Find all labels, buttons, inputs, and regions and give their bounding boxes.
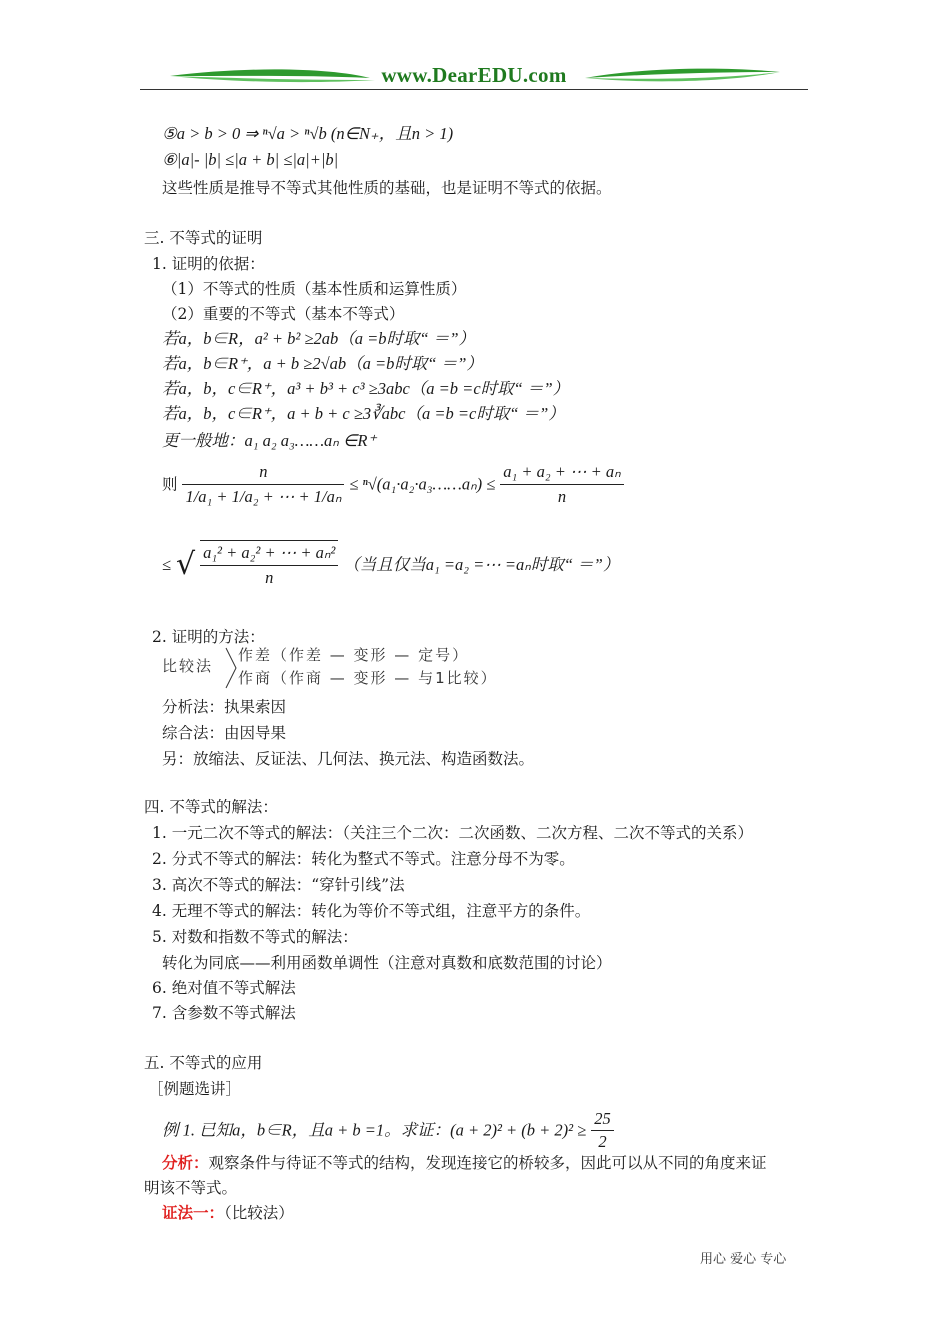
then-label: 则 (162, 475, 178, 494)
analysis-paragraph-cont: 明该不等式。 (144, 1179, 238, 1197)
proof-label: 证法一： (162, 1203, 225, 1222)
comparison-difference: 作差（作差 — 变形 — 定号） (238, 646, 470, 664)
examples-heading: ［例题选讲］ (148, 1080, 242, 1098)
mean-inequality-row-1 (162, 460, 624, 509)
quadratic-mean-fraction: $\frac{\text{a₁² + a₂² + ⋯ + aₙ²}}{n}$ (200, 540, 338, 590)
comparison-quotient: 作商（作商 — 变形 — 与1比较） (238, 669, 498, 687)
other-methods: 另：放缩法、反证法、几何法、换元法、构造函数法。 (162, 750, 535, 768)
inequality-2: 若a，b∈R⁺，a + b ≥2√ab（a =b时取“ ＝”） (162, 354, 483, 373)
section-3-heading: 三. 不等式的证明 (144, 229, 263, 247)
header-rule (140, 89, 808, 90)
comparison-method (162, 656, 213, 676)
basis-text: 这些性质是推导不等式其他性质的基础，也是证明不等式的依据。 (162, 179, 612, 197)
mean-inequality-row-2 (162, 540, 619, 590)
arithmetic-mean-fraction: $\frac{\text{a₁ + a₂ + ⋯ + aₙ}}{n}$ (500, 460, 623, 509)
property-5: ⑤a > b > 0 ⇒ ⁿ√a > ⁿ√b (n∈N₊，且n > 1) (162, 124, 454, 143)
comparison-label: 比较法 (162, 657, 214, 675)
solve-item-1: 1. 一元二次不等式的解法：（关注三个二次：二次函数、二次方程、二次不等式的关系） (152, 824, 753, 842)
harmonic-mean-fraction: $\frac{n}{\text{1/a₁ + 1/a₂ + ⋯ + 1/aₙ}}$ (182, 460, 344, 509)
example-1: 例 1. 已知a，b∈R，且a + b =1。求证：(a + 2)² + (b + 2)² ≥ $\frac{25}{2}$ (162, 1108, 614, 1153)
le-sign: ≤ (162, 555, 172, 574)
solve-item-3: 3. 高次不等式的解法：“穿针引线”法 (152, 876, 405, 894)
sqrt-icon: √ (176, 547, 196, 582)
page-footer: 用心 爱心 专心 (700, 1252, 787, 1267)
basis-item-1: （1）不等式的性质（基本性质和运算性质） (162, 280, 467, 298)
property-6: ⑥|a|- |b| ≤|a + b| ≤|a|+|b| (162, 150, 339, 169)
inequality-3: 若a，b，c∈R⁺，a³ + b³ + c³ ≥3abc（a =b =c时取“ ＝”） (162, 379, 570, 398)
solve-item-5: 5. 对数和指数不等式的解法： (152, 928, 358, 946)
site-title: www.DearEDU.com (381, 63, 567, 87)
proof-methods-heading: 2. 证明的方法： (152, 628, 265, 646)
solve-item-2: 2. 分式不等式的解法：转化为整式不等式。注意分母不为零。 (152, 850, 575, 868)
proof-basis-heading: 1. 证明的依据： (152, 255, 265, 273)
section-5-heading: 五. 不等式的应用 (144, 1054, 263, 1072)
general-statement: 更一般地：a₁ a₂ a₃……aₙ ∈R⁺ (162, 431, 377, 450)
inequality-4: 若a，b，c∈R⁺，a + b + c ≥3∛abc（a =b =c时取“ ＝”） (162, 404, 565, 423)
solve-item-7: 7. 含参数不等式解法 (152, 1004, 296, 1022)
analysis-paragraph: 分析：观察条件与待证不等式的结构，发现连接它的桥较多，因此可以从不同的角度来证 (162, 1153, 767, 1172)
solve-item-6: 6. 绝对值不等式解法 (152, 979, 296, 997)
analysis-label: 分析： (162, 1153, 209, 1172)
solve-item-5-detail: 转化为同底——利用函数单调性（注意对真数和底数范围的讨论） (162, 954, 612, 972)
synthesis-method: 综合法：由因导果 (162, 724, 287, 742)
proof-method-1: 证法一：（比较法） (162, 1203, 294, 1222)
analysis-method: 分析法：执果索因 (162, 698, 287, 716)
solve-item-4: 4. 无理不等式的解法：转化为等价不等式组，注意平方的条件。 (152, 902, 591, 920)
geometric-mean: ≤ ⁿ√(a₁·a₂·a₃……aₙ) ≤ (349, 474, 496, 494)
angle-brace-icon (224, 646, 238, 690)
inequality-1: 若a，b∈R，a² + b² ≥2ab（a =b时取“ ＝”） (162, 329, 476, 348)
equality-condition: （当且仅当a₁ =a₂ =⋯ =aₙ时取“ ＝”） (343, 555, 620, 574)
section-4-heading: 四. 不等式的解法： (144, 798, 278, 816)
example-1-fraction: $\frac{25}{2}$ (591, 1108, 614, 1153)
basis-item-2: （2）重要的不等式（基本不等式） (162, 305, 405, 323)
page-header (140, 62, 808, 94)
